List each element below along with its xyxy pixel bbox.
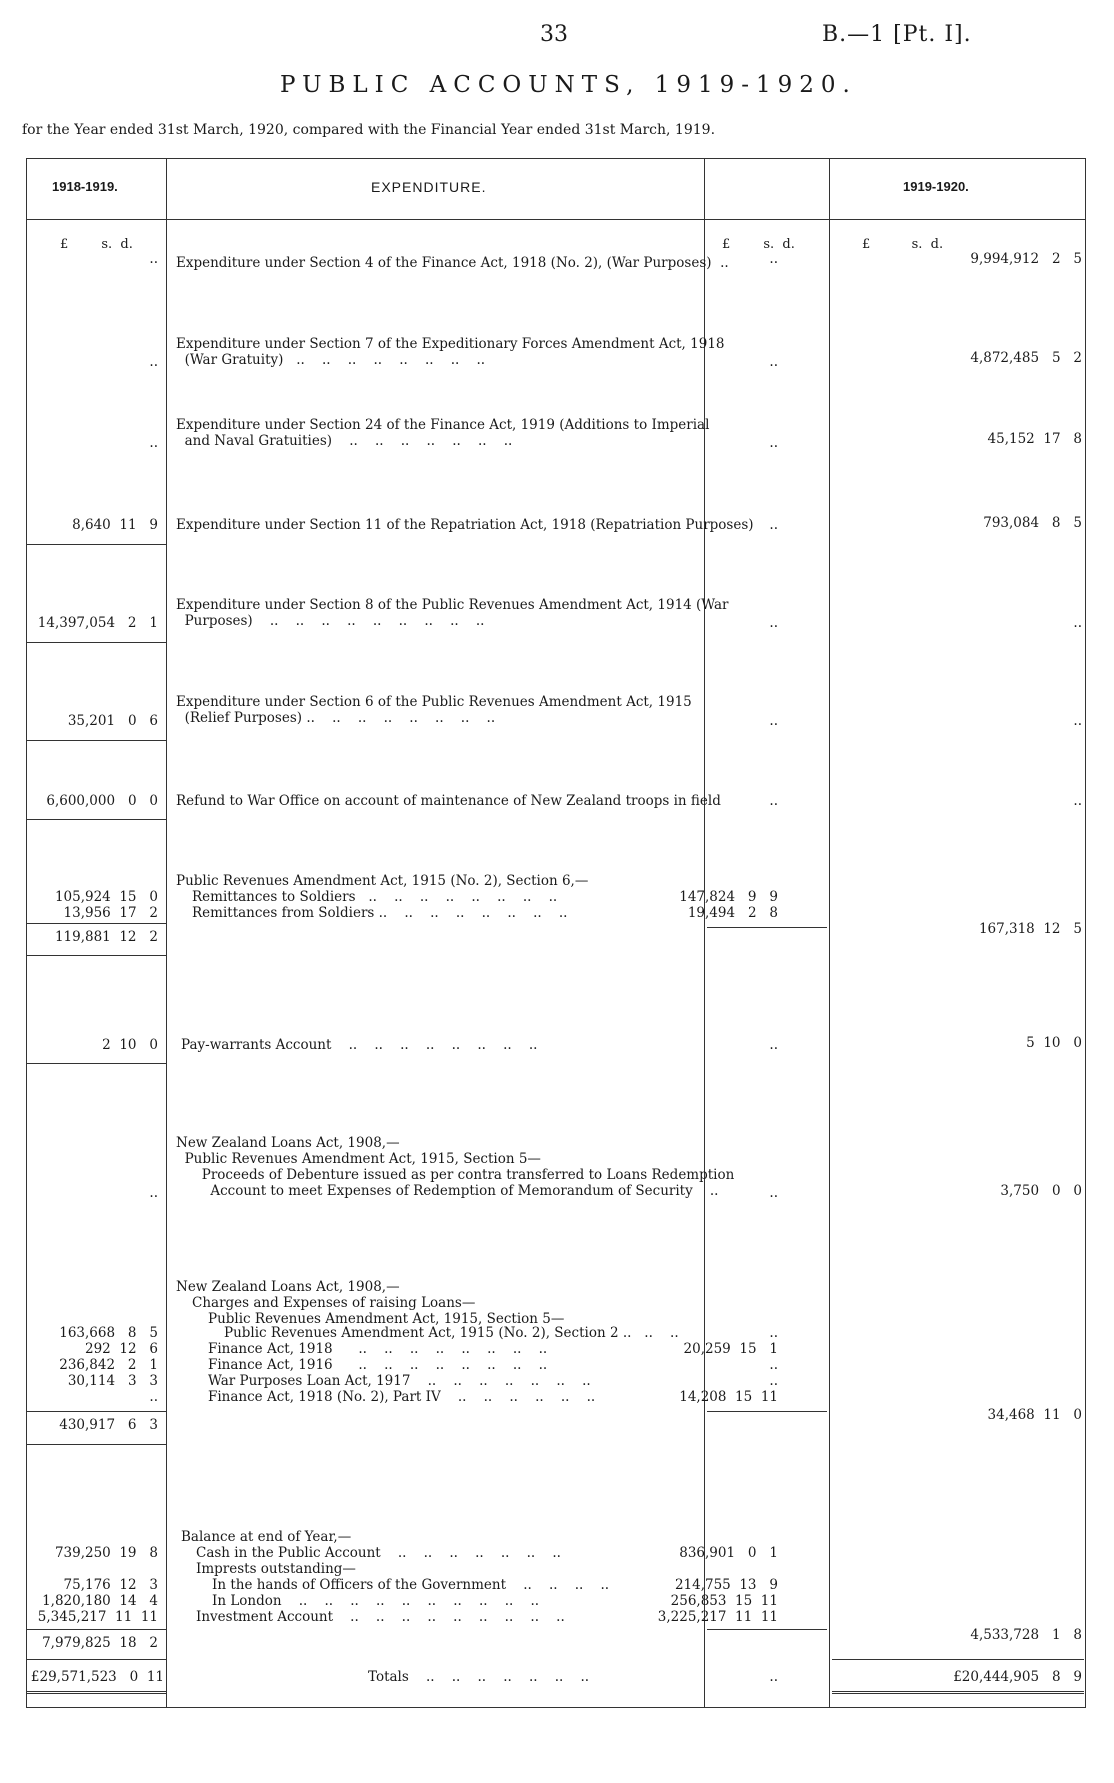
section-heading: New Zealand Loans Act, 1908,—: [176, 1135, 400, 1151]
line-label: Finance Act, 1916 .. .. .. .. .. .. .. ..: [208, 1357, 548, 1373]
table-right-border: [1085, 159, 1086, 1707]
inner-value: 147,824 9 9: [679, 889, 778, 905]
line-label: Public Revenues Amendment Act, 1915, Section 5—: [208, 1311, 565, 1327]
section-heading: Public Revenues Amendment Act, 1915 (No. 2), Section 6,—: [176, 873, 589, 889]
inner-value: ..: [769, 615, 778, 631]
unit-label-outer: £ s. d.: [862, 237, 944, 252]
prev-value: 30,114 3 3: [67, 1373, 158, 1389]
inner-value: 3,225,217 11 11: [657, 1609, 778, 1625]
total-double-rule: [26, 1691, 166, 1694]
inner-value: ..: [769, 1373, 778, 1389]
subtotal-rule: [832, 1659, 1084, 1660]
header-divider: [26, 219, 1086, 220]
expenditure-table: [26, 158, 1086, 1708]
document-reference: B.—1 [Pt. I].: [822, 22, 972, 47]
row-description: (Relief Purposes) .. .. .. .. .. .. .. ..: [176, 710, 496, 726]
prev-value: ..: [149, 251, 158, 267]
row-description: Purposes) .. .. .. .. .. .. .. .. ..: [176, 613, 485, 629]
subtotal-rule: [26, 1659, 166, 1660]
inner-value: ..: [769, 251, 778, 267]
line-label: Investment Account .. .. .. .. .. .. .. .. ..: [196, 1609, 565, 1625]
column-divider-desc: [704, 159, 705, 1707]
row-description: (War Gratuity) .. .. .. .. .. .. .. ..: [176, 352, 486, 368]
inner-value: ..: [769, 1669, 778, 1685]
prev-value: 163,668 8 5: [59, 1325, 158, 1341]
inner-value: ..: [769, 1357, 778, 1373]
section-heading: New Zealand Loans Act, 1908,—: [176, 1279, 400, 1295]
subtotal-rule: [26, 1444, 166, 1445]
line-label: Remittances from Soldiers .. .. .. .. .. .. .. ..: [192, 905, 568, 921]
subtotal-rule: [26, 1629, 166, 1630]
subtotal-rule: [26, 642, 166, 643]
prev-value: 2 10 0: [102, 1037, 158, 1053]
column-header-expenditure: EXPENDITURE.: [371, 179, 487, 195]
prev-value: 8,640 11 9: [72, 517, 158, 533]
row-description: Expenditure under Section 4 of the Finance Act, 1918 (No. 2), (War Purposes) ..: [176, 255, 729, 271]
totals-label: Totals .. .. .. .. .. .. ..: [368, 1669, 590, 1685]
subtotal-rule: [26, 1411, 166, 1412]
unit-label-inner: £ s. d.: [722, 237, 795, 252]
page-subtitle: for the Year ended 31st March, 1920, compared with the Financial Year ended 31st March, 1919.: [22, 122, 716, 138]
inner-value: 20,259 15 1: [683, 1341, 778, 1357]
page-title: PUBLIC ACCOUNTS, 1919-1920.: [280, 72, 857, 98]
prev-value: 35,201 0 6: [67, 713, 158, 729]
inner-value: ..: [769, 793, 778, 809]
line-label: Pay-warrants Account .. .. .. .. .. .. .. ..: [181, 1037, 538, 1053]
prev-value: 236,842 2 1: [59, 1357, 158, 1373]
inner-value: ..: [769, 1185, 778, 1201]
inner-value: 14,208 15 11: [679, 1389, 778, 1405]
prev-value: 1,820,180 14 4: [42, 1593, 158, 1609]
row-description: and Naval Gratuities) .. .. .. .. .. .. ..: [176, 433, 513, 449]
line-label: Account to meet Expenses of Redemption of Memorandum of Security ..: [176, 1183, 719, 1199]
inner-value: ..: [769, 435, 778, 451]
line-label: Public Revenues Amendment Act, 1915 (No. 2), Section 2 .. .. ..: [224, 1325, 679, 1341]
line-label: War Purposes Loan Act, 1917 .. .. .. .. .. .. ..: [208, 1373, 591, 1389]
prev-value: 5,345,217 11 11: [37, 1609, 158, 1625]
prev-value: 292 12 6: [85, 1341, 158, 1357]
subtotal-rule: [707, 1629, 827, 1630]
inner-value: 19,494 2 8: [687, 905, 778, 921]
section-subheading: Public Revenues Amendment Act, 1915, Section 5—: [176, 1151, 541, 1167]
inner-value: 214,755 13 9: [674, 1577, 778, 1593]
page-number: 33: [540, 22, 568, 47]
inner-value: 256,853 15 11: [670, 1593, 778, 1609]
column-header-prev-year: 1918-1919.: [52, 179, 118, 194]
outer-value: ..: [1073, 793, 1082, 809]
prev-value: ..: [149, 435, 158, 451]
unit-label-prev: £ s. d.: [60, 237, 133, 252]
outer-value: 45,152 17 8: [987, 431, 1082, 447]
subtotal-rule: [26, 819, 166, 820]
inner-value: ..: [769, 713, 778, 729]
prev-value: 105,924 15 0: [54, 889, 158, 905]
row-description: Refund to War Office on account of maintenance of New Zealand troops in field: [176, 793, 721, 809]
outer-value: ..: [1073, 713, 1082, 729]
prev-value: ..: [149, 354, 158, 370]
inner-value: ..: [769, 1037, 778, 1053]
row-description: Expenditure under Section 7 of the Expeditionary Forces Amendment Act, 1918: [176, 336, 725, 352]
outer-value: 3,750 0 0: [1000, 1183, 1082, 1199]
line-label: In the hands of Officers of the Government .. .. .. ..: [212, 1577, 610, 1593]
outer-value: 167,318 12 5: [978, 921, 1082, 937]
line-label: Cash in the Public Account .. .. .. .. .. .. ..: [196, 1545, 561, 1561]
prev-value: 6,600,000 0 0: [46, 793, 158, 809]
column-divider-prev: [166, 159, 167, 1707]
subtotal-rule: [26, 740, 166, 741]
prev-total: 7,979,825 18 2: [42, 1635, 158, 1651]
outer-value: 9,994,912 2 5: [970, 251, 1082, 267]
inner-value: ..: [769, 1325, 778, 1341]
total-double-rule: [832, 1691, 1084, 1694]
outer-value: 5 10 0: [1026, 1035, 1082, 1051]
outer-value: 34,468 11 0: [987, 1407, 1082, 1423]
subtotal-rule: [26, 955, 166, 956]
outer-value: 4,533,728 1 8: [970, 1627, 1082, 1643]
subtotal-rule: [707, 927, 827, 928]
subtotal-rule: [26, 544, 166, 545]
prev-total: 119,881 12 2: [54, 929, 158, 945]
grand-total-prev: £29,571,523 0 11: [30, 1669, 164, 1685]
line-label: Proceeds of Debenture issued as per contra transferred to Loans Redemption: [176, 1167, 735, 1183]
prev-value: 75,176 12 3: [63, 1577, 158, 1593]
prev-value: ..: [149, 1185, 158, 1201]
subtotal-rule: [707, 1411, 827, 1412]
inner-value: 836,901 0 1: [679, 1545, 778, 1561]
section-subheading: Charges and Expenses of raising Loans—: [192, 1295, 476, 1311]
subtotal-rule: [26, 1063, 166, 1064]
prev-value: 14,397,054 2 1: [37, 615, 158, 631]
outer-value: ..: [1073, 615, 1082, 631]
line-label: In London .. .. .. .. .. .. .. .. .. ..: [212, 1593, 540, 1609]
inner-value: ..: [769, 354, 778, 370]
section-subheading: Imprests outstanding—: [196, 1561, 356, 1577]
column-divider-inner: [829, 159, 830, 1707]
grand-total-curr: £20,444,905 8 9: [953, 1669, 1082, 1685]
line-label: Finance Act, 1918 .. .. .. .. .. .. .. ..: [208, 1341, 548, 1357]
row-description: Expenditure under Section 8 of the Public Revenues Amendment Act, 1914 (War: [176, 597, 729, 613]
subtotal-rule: [26, 923, 166, 924]
prev-value: 13,956 17 2: [63, 905, 158, 921]
line-label: Finance Act, 1918 (No. 2), Part IV .. .. .. .. .. ..: [208, 1389, 596, 1405]
row-description: Expenditure under Section 11 of the Repatriation Act, 1918 (Repatriation Purposes): [176, 517, 754, 533]
prev-value: ..: [149, 1389, 158, 1405]
row-description: Expenditure under Section 24 of the Finance Act, 1919 (Additions to Imperial: [176, 417, 710, 433]
column-header-curr-year: 1919-1920.: [903, 179, 969, 194]
prev-value: 739,250 19 8: [54, 1545, 158, 1561]
table-left-border: [26, 159, 27, 1707]
section-heading: Balance at end of Year,—: [181, 1529, 352, 1545]
inner-value: ..: [769, 517, 778, 533]
outer-value: 793,084 8 5: [983, 515, 1082, 531]
prev-total: 430,917 6 3: [59, 1417, 158, 1433]
outer-value: 4,872,485 5 2: [970, 350, 1082, 366]
line-label: Remittances to Soldiers .. .. .. .. .. .. .. ..: [192, 889, 558, 905]
row-description: Expenditure under Section 6 of the Public Revenues Amendment Act, 1915: [176, 694, 692, 710]
